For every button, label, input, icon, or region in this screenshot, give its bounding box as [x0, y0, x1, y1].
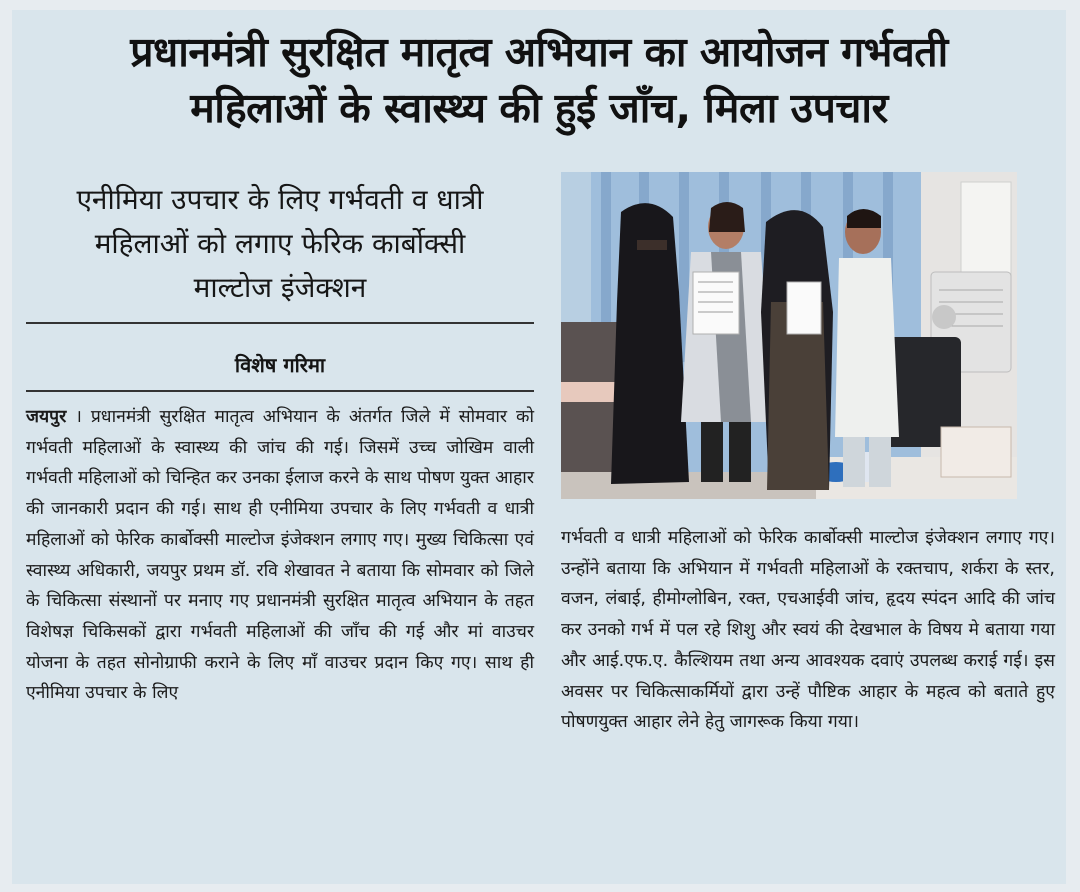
byline: विशेष गरिमा: [234, 353, 326, 377]
news-photo: [561, 172, 1017, 499]
subheadline-line-2: महिलाओं को लगाए फेरिक कार्बोक्सी: [94, 227, 466, 260]
article-column-1: [26, 402, 534, 709]
headline-line-2: महिलाओं के स्वास्थ्य की हुई जाँच, मिला उपचार: [190, 84, 888, 132]
divider: [26, 390, 534, 392]
column-1-text: । प्रधानमंत्री सुरक्षित मातृत्व अभियान के अंतर्गत जिले में सोमवार को गर्भवती महिलाओं के स्वास्थ्य की जांच की गई। जिसमें उच्च जोखिम वाली गर्भवती महिलाओं को चिन्हित कर उनका ईलाज करने के साथ पोषण युक्त आहार की जानकारी प्रदान की गई। साथ ही एनीमिया उपचार के लिए गर्भवती व धात्री महिलाओं को फेरिक कार्बोक्सी माल्टोज इंजेक्शन लगाए गए। मुख्य चिकित्सा एवं स्वास्थ्य अधिकारी, जयपुर प्रथम डॉ. रवि शेखावत ने बताया कि सोमवार को जिले के चिकित्सा संस्थानों पर मनाए गए प्रधानमंत्री सुरक्षित मातृत्व अभियान के तहत विशेषज्ञ चिकिसकों द्वारा गर्भवती महिलाओं की जाँच की गई और मां वाउचर योजना के तहत सोनोग्राफी कराने के लिए माँ वाउचर प्रदान किए गए। साथ ही एनीमिया उपचार के लिए: [26, 407, 534, 704]
headline-line-1: प्रधानमंत्री सुरक्षित मातृत्व अभियान का आयोजन गर्भवती: [130, 28, 948, 76]
newspaper-clipping: [12, 10, 1066, 884]
article-column-2: गर्भवती व धात्री महिलाओं को फेरिक कार्बोक्सी माल्टोज इंजेक्शन लगाए गए। उन्होंने बताया कि अभियान में गर्भवती महिलाओं के रक्तचाप, शर्करा के स्तर, वजन, लंबाई, हीमोग्लोबिन, रक्त, एचआईवी जांच, हृदय स्पंदन आदि की जांच कर उनको गर्भ में पल रहे शिशु और स्वयं की देखभाल के विषय मे बताया गया और आई.एफ.ए. कैल्शियम तथा अन्य आवश्यक दवाएं उपलब्ध कराई गई। इस अवसर पर चिकित्साकर्मियों द्वारा उन्हें पौष्टिक आहार के महत्व को बताते हुए पोषणयुक्त आहार लेने हेतु जागरूक किया गया।: [561, 528, 1055, 733]
dateline: जयपुर: [26, 407, 67, 427]
subheadline-line-1: एनीमिया उपचार के लिए गर्भवती व धात्री: [76, 183, 484, 216]
divider: [26, 322, 534, 324]
subheadline-line-3: माल्टोज इंजेक्शन: [193, 271, 367, 304]
subheadline: [24, 178, 536, 310]
headline: [12, 24, 1066, 136]
